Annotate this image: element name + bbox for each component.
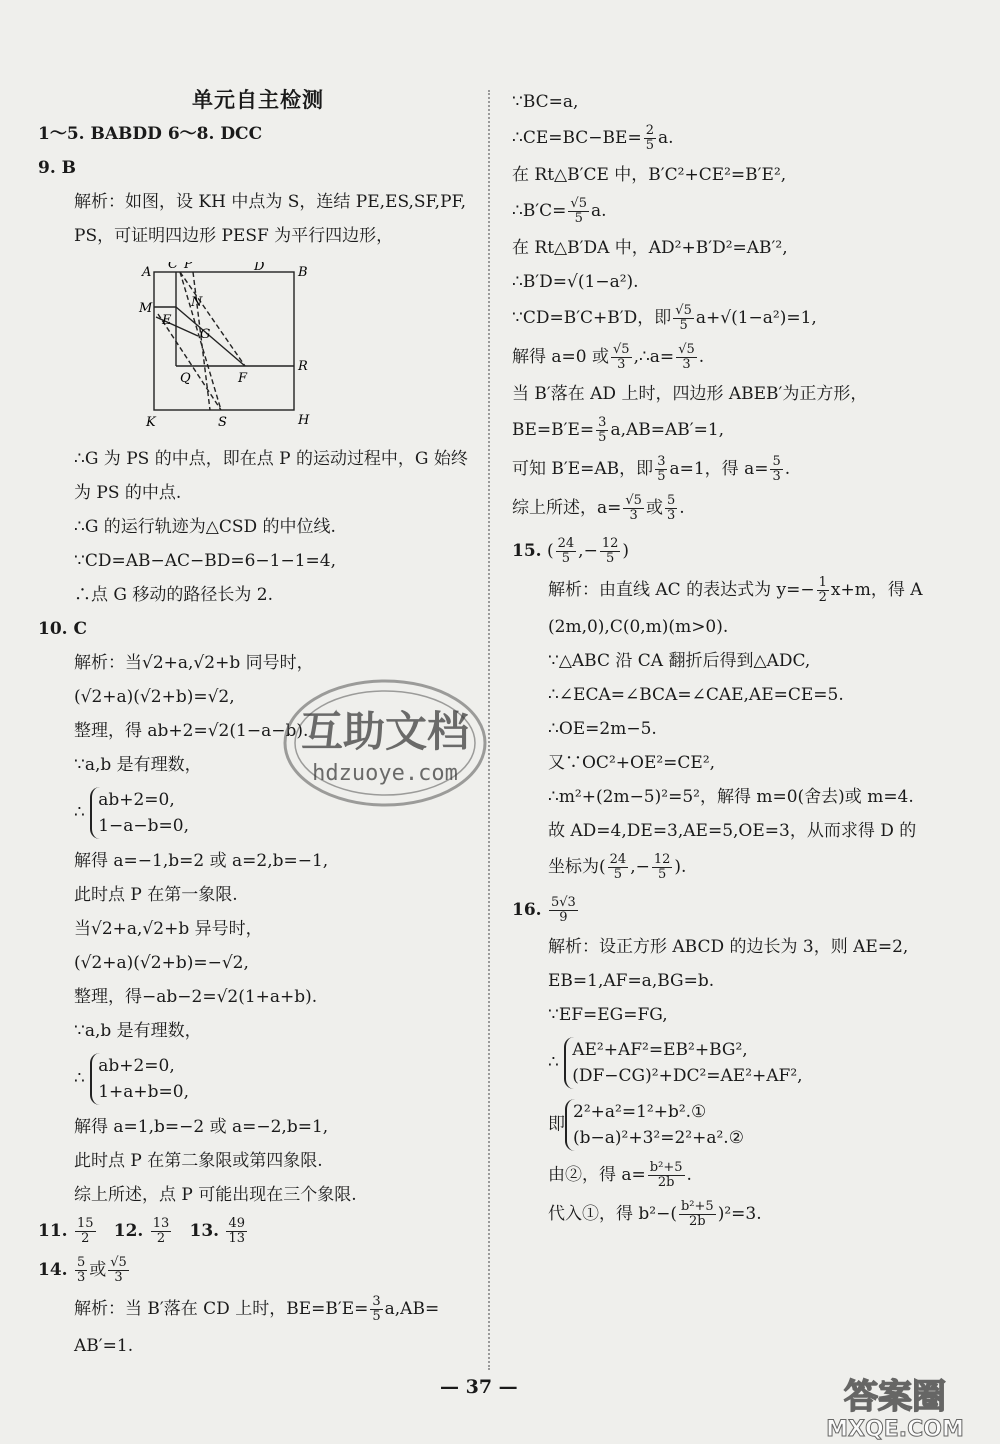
text: ) — [622, 541, 630, 561]
label-R: R — [298, 359, 308, 374]
text: . — [679, 498, 685, 518]
numerator: 24 — [557, 536, 575, 551]
label-H: H — [298, 413, 310, 428]
text: BE=B′E= — [512, 420, 595, 440]
q9-line: ∵CD=AB−AC−BD=6−1−1=4, — [74, 551, 337, 571]
q16-line — [512, 1200, 962, 1229]
q9-line: 为 PS 的中点. — [74, 483, 182, 503]
right-column — [512, 90, 962, 1239]
answer-14 — [38, 1256, 478, 1285]
q10-line: 此时点 P 在第二象限或第四象限. — [74, 1151, 323, 1171]
label-A: A — [142, 265, 152, 280]
answer-15 — [512, 537, 962, 566]
q14-cont-line: 在 Rt△B′DA 中，AD²+B′D²=AB′², — [512, 238, 788, 258]
q10-line: (√2+a)(√2+b)=√2, — [74, 687, 235, 707]
sys-eq: ab+2=0, — [98, 1056, 175, 1076]
label-D: D — [254, 262, 265, 274]
denominator: 3 — [76, 1270, 86, 1285]
denominator: 3 — [666, 508, 676, 523]
text: ,− — [578, 541, 598, 561]
frac — [108, 1256, 129, 1285]
q14-cont-line — [512, 494, 962, 523]
frac — [648, 1161, 685, 1190]
denominator: 5 — [657, 867, 667, 882]
denominator: 13 — [228, 1231, 246, 1246]
sys-eq: (b−a)²+3²=2²+a².② — [573, 1128, 744, 1148]
text: ∵CD=B′C+B′D，即 — [512, 308, 672, 328]
q15-line: ∴OE=2m−5. — [548, 719, 657, 739]
label-E: E — [162, 313, 172, 328]
answers-11-13 — [38, 1217, 478, 1246]
numerator: 13 — [152, 1216, 170, 1231]
q14-line: AB′=1. — [74, 1336, 134, 1356]
numerator: 5 — [772, 454, 781, 469]
frac — [676, 343, 697, 372]
q14-cont-line — [512, 343, 962, 372]
num-12: 12. — [113, 1221, 144, 1241]
text: a=1，得 a= — [669, 459, 769, 479]
text: ( — [546, 541, 554, 561]
numerator: √5 — [613, 342, 630, 357]
q15-line: 故 AD=4,DE=3,AE=5,OE=3，从而求得 D 的 — [548, 821, 917, 841]
denominator: 3 — [114, 1270, 123, 1285]
sys-eq: 1−a−b=0, — [98, 816, 190, 836]
sys-eq: AE²+AF²=EB²+BG², — [572, 1040, 748, 1060]
numerator: b²+5 — [680, 1199, 714, 1214]
num-13: 13. — [189, 1221, 220, 1241]
denominator: 3 — [682, 357, 691, 372]
num-16: 16. — [512, 900, 542, 920]
label-G: G — [200, 327, 211, 342]
label-B: B — [298, 265, 308, 280]
frac — [370, 1295, 382, 1324]
frac — [644, 124, 656, 153]
q14-cont-line: ∴B′D=√(1−a²). — [512, 272, 639, 292]
numerator: 49 — [228, 1216, 246, 1231]
frac — [600, 537, 621, 566]
denominator: 5 — [613, 867, 623, 882]
frac — [568, 197, 589, 226]
q14-cont-line — [512, 455, 962, 484]
q9-line: PS，可证明四边形 PESF 为平行四边形， — [74, 226, 394, 246]
sys-eq: 2²+a²=1²+b².① — [573, 1102, 707, 1122]
corner-watermark-text: 答案圈 — [844, 1377, 946, 1417]
text: 可知 B′E=AB，即 — [512, 459, 654, 479]
q10-system: ∴ ab+2=0, 1+a+b=0, — [38, 1053, 478, 1105]
frac — [226, 1217, 247, 1246]
numerator: √5 — [570, 196, 587, 211]
text: a+√(1−a²)=1, — [695, 308, 817, 328]
frac — [151, 1217, 172, 1246]
frac — [665, 494, 677, 523]
answer-10: 10. C — [38, 619, 88, 639]
frac — [75, 1217, 96, 1246]
numerator: √5 — [675, 303, 692, 318]
denominator: 5 — [657, 469, 666, 484]
q10-line: 解得 a=−1,b=2 或 a=2,b=−1, — [74, 851, 329, 871]
label-S: S — [218, 415, 227, 430]
numerator: 3 — [598, 415, 607, 430]
q15-line: ∵△ABC 沿 CA 翻折后得到△ADC, — [548, 651, 811, 671]
q10-line: 整理，得−ab−2=√2(1+a+b). — [74, 987, 318, 1007]
q10-line: ∵a,b 是有理数， — [74, 755, 202, 775]
label-N: N — [191, 295, 203, 310]
num-11: 11. — [38, 1221, 68, 1241]
numerator: 5 — [666, 493, 676, 508]
corner-watermark-url: MXQE.COM — [826, 1417, 964, 1442]
q14-cont-line — [512, 304, 962, 333]
text: ). — [674, 857, 687, 877]
page-number: — 37 — — [440, 1376, 518, 1398]
text: ∴B′C= — [512, 201, 567, 221]
q10-line: 此时点 P 在第一象限. — [74, 885, 238, 905]
frac — [608, 853, 629, 882]
numerator: 3 — [657, 454, 666, 469]
frac — [679, 1200, 716, 1229]
text: x+m，得 A — [830, 580, 923, 600]
q10-line: 解析：当√2+a,√2+b 同号时， — [74, 653, 314, 673]
answer-9: 9. B — [38, 158, 77, 178]
num-15: 15. — [512, 541, 542, 561]
denominator: 2 — [81, 1231, 90, 1246]
denominator: 3 — [772, 469, 781, 484]
text: 由②，得 a= — [548, 1165, 646, 1185]
text: ,∴a= — [633, 347, 675, 367]
numerator: 3 — [372, 1294, 381, 1309]
q15-line: ∴m²+(2m−5)²=5²，解得 m=0(舍去)或 m=4. — [548, 787, 914, 807]
numerator: 1 — [818, 575, 827, 590]
q16-system — [512, 1099, 962, 1151]
frac — [623, 494, 644, 523]
text: a. — [657, 128, 674, 148]
numerator: 2 — [645, 123, 654, 138]
frac — [652, 853, 673, 882]
label-K: K — [146, 415, 156, 430]
q14-cont-line — [512, 416, 962, 445]
text: 代入①，得 b²−( — [548, 1204, 677, 1224]
denominator: 5 — [598, 430, 607, 445]
q14-cont-line: ∵BC=a, — [512, 92, 579, 112]
numerator: 12 — [601, 536, 619, 551]
text: 解析：当 B′落在 CD 上时，BE=B′E= — [74, 1299, 369, 1319]
watermark-text: 互助文档 — [300, 707, 470, 756]
text: 解析：由直线 AC 的表达式为 y=− — [548, 580, 815, 600]
q10-line: 整理，得 ab+2=√2(1−a−b). — [74, 721, 309, 741]
q16-line: EB=1,AF=a,BG=b. — [548, 971, 715, 991]
q10-line: 当√2+a,√2+b 异号时， — [74, 919, 263, 939]
numerator: √5 — [110, 1255, 127, 1270]
sys-eq: ab+2=0, — [98, 790, 175, 810]
answers-1-8: 1～5. BABDD 6～8. DCC — [38, 124, 263, 144]
denominator: 2b — [689, 1214, 706, 1229]
q10-line: 解得 a=1,b=−2 或 a=−2,b=1, — [74, 1117, 329, 1137]
geometry-figure — [138, 262, 318, 432]
q14-cont-line: 当 B′落在 AD 上时，四边形 ABEB′为正方形， — [512, 384, 868, 404]
q10-system: ∴ ab+2=0, 1−a−b=0, — [38, 787, 478, 839]
denominator: 5 — [679, 318, 688, 333]
text: 坐标为( — [548, 857, 606, 877]
text: 解得 a=0 或 — [512, 347, 610, 367]
answer-16 — [512, 896, 962, 925]
watermark-logo — [270, 668, 500, 818]
label-F: F — [238, 371, 248, 386]
q10-line: ∵a,b 是有理数， — [74, 1021, 202, 1041]
sys-eq: 1+a+b=0, — [98, 1082, 190, 1102]
numerator: √5 — [625, 493, 642, 508]
text: 综上所述，a= — [512, 498, 622, 518]
numerator: 5 — [76, 1255, 86, 1270]
q14-cont-line — [512, 124, 962, 153]
text: a,AB= — [384, 1299, 440, 1319]
numerator: b²+5 — [649, 1160, 683, 1175]
frac — [596, 416, 608, 445]
denominator: 5 — [645, 138, 654, 153]
q16-line: ∵EF=EG=FG, — [548, 1005, 668, 1025]
label-C: C — [168, 262, 178, 272]
text: 或 — [645, 498, 663, 518]
text: ∴CE=BC−BE= — [512, 128, 642, 148]
q14-cont-line: 在 Rt△B′CE 中，B′C²+CE²=B′E², — [512, 165, 787, 185]
q9-line: 解析：如图，设 KH 中点为 S，连结 PE,ES,SF,PF, — [74, 192, 467, 212]
denominator: 5 — [574, 211, 583, 226]
denominator: 5 — [561, 551, 571, 566]
denominator: 9 — [559, 910, 568, 925]
frac — [611, 343, 632, 372]
corner-watermark — [795, 1370, 995, 1442]
frac — [549, 896, 578, 925]
label-P: P — [184, 262, 193, 272]
denominator: 2 — [818, 590, 827, 605]
q15-line: 又∵OC²+OE²=CE², — [548, 753, 716, 773]
frac — [75, 1256, 87, 1285]
numerator: 24 — [609, 852, 627, 867]
text: ,− — [630, 857, 650, 877]
frac — [556, 537, 577, 566]
numerator: √5 — [678, 342, 695, 357]
label-M: M — [139, 301, 153, 316]
frac — [673, 304, 694, 333]
text: a,AB=AB′=1, — [610, 420, 725, 440]
frac — [655, 455, 667, 484]
q14-cont-line — [512, 197, 962, 226]
numerator: 15 — [76, 1216, 94, 1231]
numerator: 5√3 — [550, 895, 576, 910]
text: a. — [590, 201, 607, 221]
q15-line — [512, 576, 962, 605]
q14-line — [38, 1295, 478, 1324]
text: 即 — [548, 1114, 565, 1135]
denominator: 5 — [605, 551, 615, 566]
numerator: 12 — [653, 852, 671, 867]
text: . — [686, 1165, 692, 1185]
num-14: 14. — [38, 1260, 68, 1280]
text: . — [698, 347, 705, 367]
q9-line: ∴点 G 移动的路径长为 2. — [74, 585, 274, 605]
frac — [817, 576, 829, 605]
label-Q: Q — [180, 371, 191, 386]
q10-line: (√2+a)(√2+b)=−√2, — [74, 953, 249, 973]
denominator: 2 — [156, 1231, 166, 1246]
q16-line — [512, 1161, 962, 1190]
section-title: 单元自主检测 — [192, 87, 324, 112]
q9-line: ∴G 为 PS 的中点，即在点 P 的运动过程中，G 始终 — [74, 449, 468, 469]
q15-line: (2m,0),C(0,m)(m>0). — [548, 617, 729, 637]
or-text: 或 — [89, 1260, 107, 1280]
denominator: 2b — [657, 1175, 675, 1190]
q15-line — [512, 853, 962, 882]
denominator: 5 — [372, 1309, 381, 1324]
q16-line: 解析：设正方形 ABCD 的边长为 3，则 AE=2, — [548, 937, 909, 957]
watermark-url: hdzuoye.com — [312, 761, 458, 786]
q15-line: ∴∠ECA=∠BCA=∠CAE,AE=CE=5. — [548, 685, 844, 705]
q9-line: ∴G 的运行轨迹为△CSD 的中位线. — [74, 517, 336, 537]
text: . — [784, 459, 791, 479]
text: )²=3. — [717, 1204, 762, 1224]
q16-system: ∴ AE²+AF²=EB²+BG², (DF−CG)²+DC²=AE²+AF², — [512, 1037, 962, 1089]
denominator: 3 — [629, 508, 638, 523]
frac — [770, 455, 782, 484]
sys-eq: (DF−CG)²+DC²=AE²+AF², — [572, 1066, 803, 1086]
q10-line: 综上所述，点 P 可能出现在三个象限. — [74, 1185, 357, 1205]
denominator: 3 — [617, 357, 626, 372]
